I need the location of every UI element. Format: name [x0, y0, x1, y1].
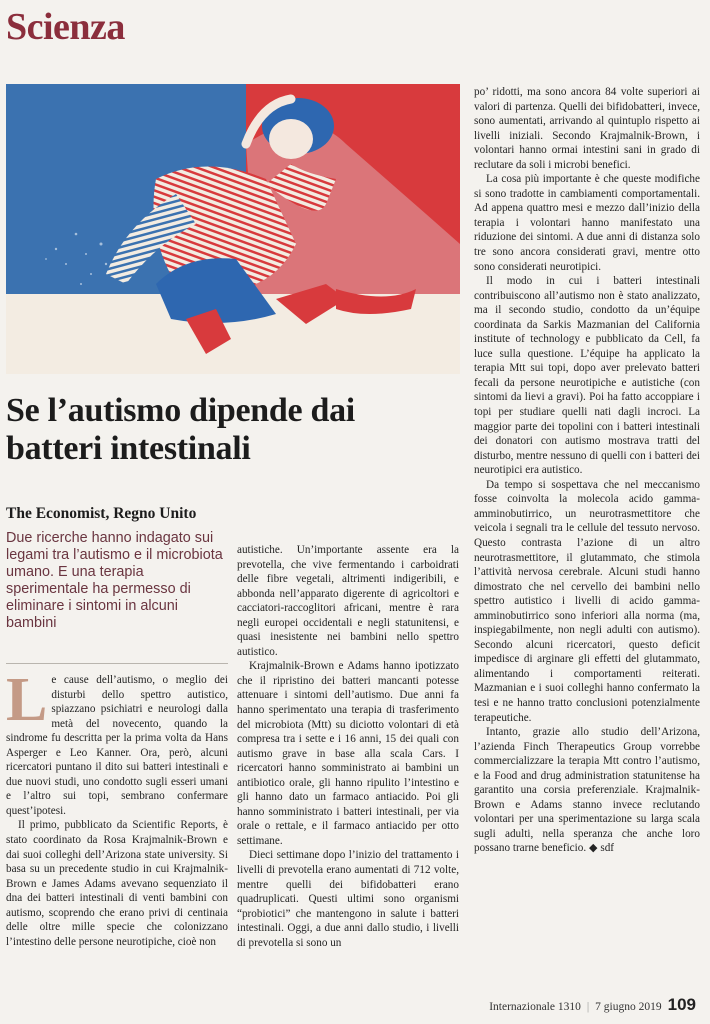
article-paragraph: autistiche. Un’importante assente era la prevotella, che vive fermentando i carboidrati delle fibre vegetali, altrimenti indigeribili, e abbonda nell’apparato digerente di agricoltori e cacciatori-raccoglitori africani, mentre è rara negli europei occidentali e negli statunitensi, e quasi inesistente nei bambini nello spettro autistico. — [237, 544, 459, 658]
page-number: 109 — [667, 995, 696, 1014]
magazine-issue: Internazionale 1310 — [489, 1001, 581, 1013]
article-paragraph: Dieci settimane dopo l’inizio del trattamento i livelli di prevotella erano aumentati di 712 volte, mentre quelli dei bifidobatteri erano quadruplicati. Questi ultimi sono organismi “probiotici” che mantengono in salute i batteri intestinali. Oggi, a due anni dallo studio, i livelli di prevotella si sono un — [237, 849, 459, 949]
article-paragraph: Krajmalnik-Brown e Adams hanno ipotizzato che il ripristino dei batteri mancanti potesse attenuare i sintomi dell’autismo. Due anni fa hanno sperimentato una terapia di trasferimento del microbiota (Mtt) su diciotto volontari di età compresa tra i sette e i 16 anni, 15 dei quali con autismo grave in base alla scala Cars. I ricercatori hanno somministrato ai bambini un antibiotico orale, gli hanno ripulito l’intestino e gli hanno dato un farmaco antiacido. Poi gli hanno somministrato i batteri intestinali, per via orale o rettale, e il farmaco antiacido per otto settimane. — [237, 660, 459, 847]
article-paragraph: La cosa più importante è che queste modifiche si sono tradotte in cambiamenti comportamentali. Ad appena quattro mesi e mezzo dall’inizio della terapia i volontari hanno manifestato una riduzione dei sintomi. A due anni di distanza solo tre sono ancora considerati gravi, mentre otto sono considerati neurotipici. — [474, 173, 700, 273]
issue-date: 7 giugno 2019 — [595, 1001, 662, 1013]
footer-separator: | — [586, 1001, 590, 1013]
article-paragraph: Il modo in cui i batteri intestinali contribuiscono all’autismo non è stato analizzato, ma il secondo studio, condotto da un’équipe coordinata da Sarkis Mazmanian del California institute of technology e pubblicato da Cell, fa luce sulla questione. L’équipe ha applicato la terapia Mtt sui topi, dopo aver prelevato batteri fecali da persone neurotipiche e autistiche (con sintomi da lievi a gravi). Poi ha fatto accoppiare i topi per studiare quelli nati dagli incroci. La maggior parte dei topolini con i batteri intestinali dei donatori con autismo mostrava tratti del disturbo, mentre nessuno di quelli con i batteri dei neurotipici era autistico. — [474, 275, 700, 477]
article-headline: Se l’autismo dipende dai batteri intestinali — [6, 392, 355, 468]
article-source: The Economist, Regno Unito — [6, 505, 197, 522]
article-illustration — [6, 84, 460, 374]
article-paragraph — [6, 666, 228, 818]
article-column-2 — [237, 543, 459, 950]
article-dek: Due ricerche hanno indagato sui legami tra l’autismo e il microbiota umano. E una terapia sperimentale ha permesso di eliminare i sintomi in alcuni bambini — [6, 530, 223, 631]
article-column-3 — [474, 85, 700, 856]
page-footer — [489, 995, 696, 1015]
article-paragraph: Intanto, grazie allo studio dell’Arizona, l’azienda Finch Therapeutics Group vorrebbe commercializzare la terapia Mtt contro l’autismo, e la Food and drug administration statunitense ha garantito una corsia preferenziale. Krajmalnik-Brown e Adams stanno invece reclutando volontari per una sperimentazione su larga scala sugli adulti, nella speranza che anche loro possano trarne beneficio. ◆ sdf — [474, 726, 700, 855]
illustration-image — [6, 84, 460, 374]
paragraph-text: e cause dell’autismo, o meglio dei disturbi dello spettro autistico, spiazzano psichiatri e neurologi dalla metà del novecento, quando la sindrome fu descritta per la prima volta da Hans Asperger e Leo Kanner. Ora, però, alcuni ricercatori puntano il dito sui batteri intestinali e due nuovi studi, uno condotto sugli esseri umani e l’altro sui topi, sembrano confermare quest’ipotesi. — [6, 674, 228, 817]
article-paragraph: po’ ridotti, ma sono ancora 84 volte superiori ai valori di partenza. Quelli dei bifidobatteri, invece, sono aumentati, arrivando al quintuplo rispetto ai livelli iniziali. Secondo Krajmalnik-Brown, i volontari hanno ormai intestini sani in grado di reclutare da soli i microbi benefici. — [474, 86, 700, 171]
section-title: Scienza — [6, 6, 125, 48]
article-column-1 — [6, 666, 228, 949]
column-divider — [6, 663, 228, 664]
article-paragraph: Il primo, pubblicato da Scientific Reports, è stato coordinato da Rosa Krajmalnik-Brown e dai suoi colleghi dell’Arizona state university. Si basa su un precedente studio in cui Krajmalnik-Brown e James Adams avevano sequenziato il dna dei batteri intestinali di venti bambini con autismo, scoprendo che erano privi di centinaia delle oltre mille specie che colonizzano l’intestino delle persone neurotipiche, cioè non — [6, 819, 228, 948]
drop-cap: L — [6, 666, 48, 734]
article-paragraph: Da tempo si sospettava che nel meccanismo fosse coinvolta la molecola acido gamma-amminobutirrico, un neurotrasmettitore che veicola i segnali tra le cellule del tessuto nervoso. Questo contrasta l’azione di un altro neurotrasmettitore, il glutammato, che stimola l’attività nervosa cerebrale. Alcuni studi hanno dimostrato che nel cervello dei bambini nello spettro autistico i livelli di acido gamma-amminobutirrico sono inferiori alla norma (ma, inspiegabilmente, non negli adulti con autismo). Secondo alcuni ricercatori, questo deficit impedisce di arginare gli effetti del glutammato, alimentando i comportamenti reiterati. Mazmanian e i suoi colleghi hanno confermato la tesi e ne hanno tratto conclusioni potenzialmente terapeutiche. — [474, 478, 700, 724]
